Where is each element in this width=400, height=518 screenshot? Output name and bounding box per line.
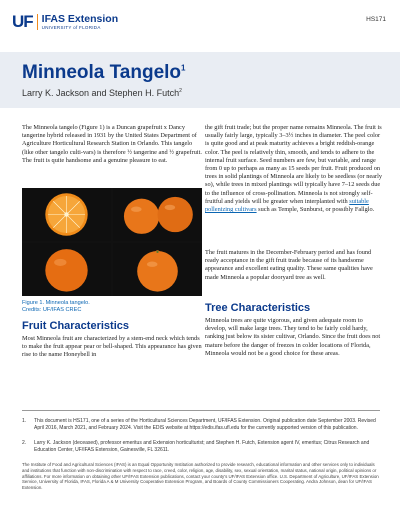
logo-ifas: IFAS Extension [41,12,119,25]
logo-uf: UF [12,12,33,31]
footnote-1: 1. This document is HS171, one of a series of the Horticultural Sciences Department, UF/IFAS Extension. Original publication date September 2003. Revised April 2016, March 2021, and February 2024. Visit the EDIS website at https://edis.ifas.ufl.edu for the currently supported version of this publication. [22,418,376,431]
logo-sub: UNIVERSITY of FLORIDA [41,24,101,30]
authors: Larry K. Jackson and Stephen H. Futch$^2$ [22,88,182,98]
intro-paragraph: The Minneola tangelo (Figure 1) is a Duncan grapefruit x Dancy tangerine hybrid released in 1931 by the United States Department of Agriculture Horticultural Research Station in Orlando. This tangelo (like other tangelo culti-vars) is therefore ½ tangerine and ½ grapefruit. The fruit is quite handsome and a genuine pleasure to eat. [22,124,202,164]
footnote-2: 2. Larry K. Jackson (deceased), professor emeritus and Extension horticulturist; and Stephen H. Futch, Extension agent IV, emeritus; Citrus Research and Education Center, UF/IFAS Extension, Gainesville, FL 32611. [22,440,370,453]
fruit-characteristics-text: Most Minneola fruit are characterized by a stem-end neck which tends to make the fruit appear pear or bell-shaped. This appearance has given rise to the name Honeybell in [22,335,202,359]
footnote-divider [22,410,380,411]
fruit-characteristics-heading: Fruit Characteristics [22,320,129,332]
pollenizing-cultivars-link[interactable]: suitable pollenizing cultivars [205,197,369,214]
figure-caption: Figure 1. Minneola tangelo. Credits: UF/IFAS CREC [22,300,90,313]
photo-cut-fruit [22,188,111,241]
uf-ifas-logo [12,12,118,32]
tree-characteristics-text: Minneola trees are quite vigorous, and given adequate room to develop, will make large trees. They tend to be fairly cold hardy, ranking just below its sister cultivar, Orlando. Since the fruit does not mature before the danger of freezes in colder locations of Florida, Minneola would not be a good choice for these areas. [205,317,381,357]
publication-id: HS171 [366,16,386,23]
photo-fruit-with-stem [113,243,202,296]
figure-1-photos [22,188,202,296]
page-title: Minneola Tangelo$^1$ [22,62,186,83]
page-header [0,0,400,44]
maturity-paragraph: The fruit matures in the December-February period and has found ready acceptance in the gift fruit trade because of its handsome appearance and excellent eating quality. These same qualities have made Minneola a popular dooryard tree as well. [205,249,373,281]
photo-fruit-pair [113,188,202,241]
fruit-details-paragraph: the gift fruit trade; but the proper name remains Minneola. The fruit is usually fairly large, typically 3–3½ inches in diameter. The peel color is quite good and at peak maturity achieves a bright reddish-orange color. The peel is relatively thin, smooth, and tends to adhere to the internal fruit surface. Seed numbers are few, but variable, and range from 0 up to perhaps as many as 15 seeds per fruit. Fruit produced on trees in solid plantings of Minneola are likely to be seedless (or nearly so), while trees in mixed plantings will typically have 7–12 seeds due to the influence of cross-pollination. Minneola is not strongly self-fruitful and yields will be greater when interplanted with suitable pollenizing cultivars such as Temple, Sunburst, or possibly Fallglo. [205,124,382,214]
photo-single-fruit [22,243,111,296]
ifas-boilerplate: The Institute of Food and Agricultural Sciences (IFAS) is an Equal Opportunity Institution authorized to provide research, educational information and other services only to individuals and institutions that function with non-discrimination with respect to race, creed, color, religion, age, disability, sex, sexual orientation, marital status, national origin, political opinions or affiliations. For more information on obtaining other UF/IFAS Extension publications, contact your county's UF/IFAS Extension office. U.S. Department of Agriculture, UF/IFAS Extension Service, University of Florida, IFAS, Florida A & M University Cooperative Extension Program, and Boards of County Commissioners Cooperating. Andra Johnson, dean for UF/IFAS Extension. [22,462,379,491]
logo-divider [37,14,38,30]
tree-characteristics-heading: Tree Characteristics [205,302,311,314]
